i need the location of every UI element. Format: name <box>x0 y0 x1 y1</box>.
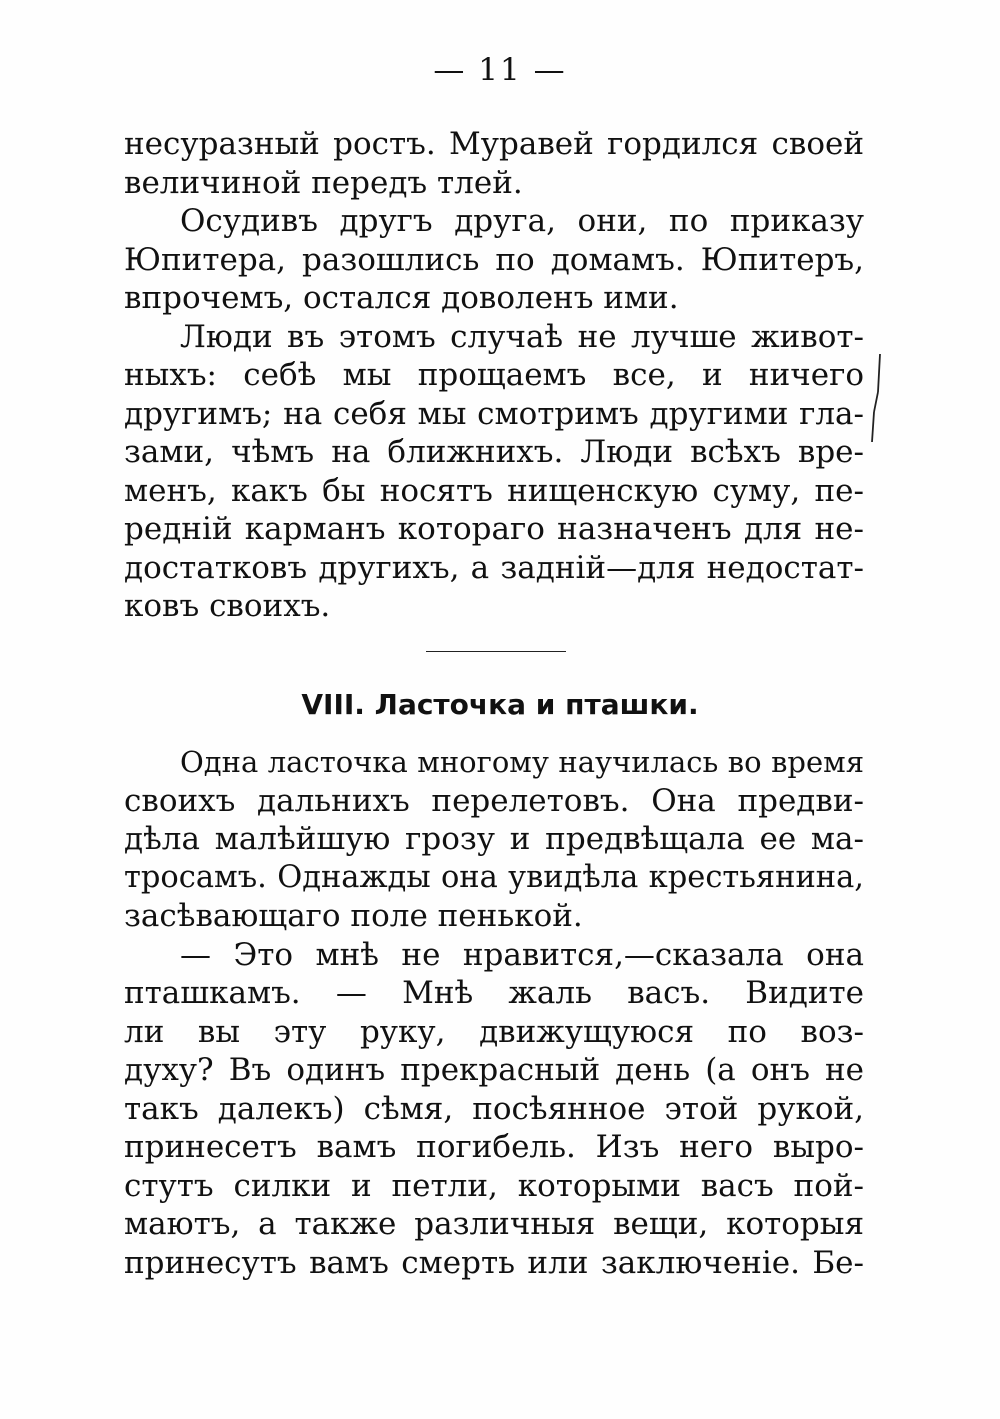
text-line: несуразный ростъ. Муравей гордился своей <box>124 126 864 162</box>
text-line: другимъ; на себя мы смотримъ другими гла- <box>124 395 864 432</box>
page-number: — 11 — <box>433 52 567 88</box>
text-line: ковъ своихъ. <box>124 588 331 624</box>
text-line: стутъ силки и петли, которыми васъ пой- <box>124 1167 864 1204</box>
text-line: Одна ласточка многому научилась во время <box>180 745 864 779</box>
text-line: величиной передъ тлей. <box>124 164 523 201</box>
text-line: Люди въ этомъ случаѣ не лучше живот- <box>180 318 864 355</box>
text-line: Осудивъ другъ друга, они, по приказу <box>180 203 864 239</box>
fable-end-text <box>124 125 864 626</box>
text-line: ли вы эту руку, движущуюся по воз- <box>124 1013 864 1050</box>
chapter-heading: VIII. Ласточка и пташки. <box>301 688 699 721</box>
text-line: зами, чѣмъ на ближнихъ. Люди всѣхъ вре- <box>124 434 864 470</box>
chapter-text <box>124 743 864 1282</box>
text-line: пташкамъ. — Мнѣ жаль васъ. Видите <box>124 975 864 1011</box>
text-line: засѣвающаго поле пенькой. <box>124 898 583 934</box>
text-line: — Это мнѣ не нравится,—сказала она <box>180 936 864 973</box>
text-line: дѣла малѣйшую грозу и предвѣщала ее ма- <box>124 821 864 857</box>
text-line: тросамъ. Однажды она увидѣла крестьянина, <box>124 859 864 895</box>
text-line: впрочемъ, остался доволенъ ими. <box>124 280 679 316</box>
text-line: маютъ, а также различныя вещи, которыя <box>124 1206 864 1242</box>
section-divider <box>426 651 566 652</box>
margin-bracket-mark <box>868 352 884 444</box>
text-line: Юпитера, разошлись по домамъ. Юпитеръ, <box>124 241 864 278</box>
text-line: принесетъ вамъ погибель. Изъ него выро- <box>124 1129 864 1165</box>
text-line: достатковъ другихъ, а задній—для недостат- <box>124 549 864 586</box>
text-line: духу? Въ одинъ прекрасный день (а онъ не <box>124 1052 864 1088</box>
text-line: такъ далекъ) сѣмя, посѣянное этой рукой, <box>124 1090 864 1127</box>
text-line: менъ, какъ бы носятъ нищенскую суму, пе- <box>124 472 864 509</box>
text-line: принесутъ вамъ смерть или заключеніе. Бе- <box>124 1244 864 1281</box>
text-line: своихъ дальнихъ перелетовъ. Она предви- <box>124 782 864 819</box>
text-line: редній карманъ котораго назначенъ для не- <box>124 511 864 547</box>
text-line: ныхъ: себѣ мы прощаемъ все, и ничего <box>124 357 864 393</box>
